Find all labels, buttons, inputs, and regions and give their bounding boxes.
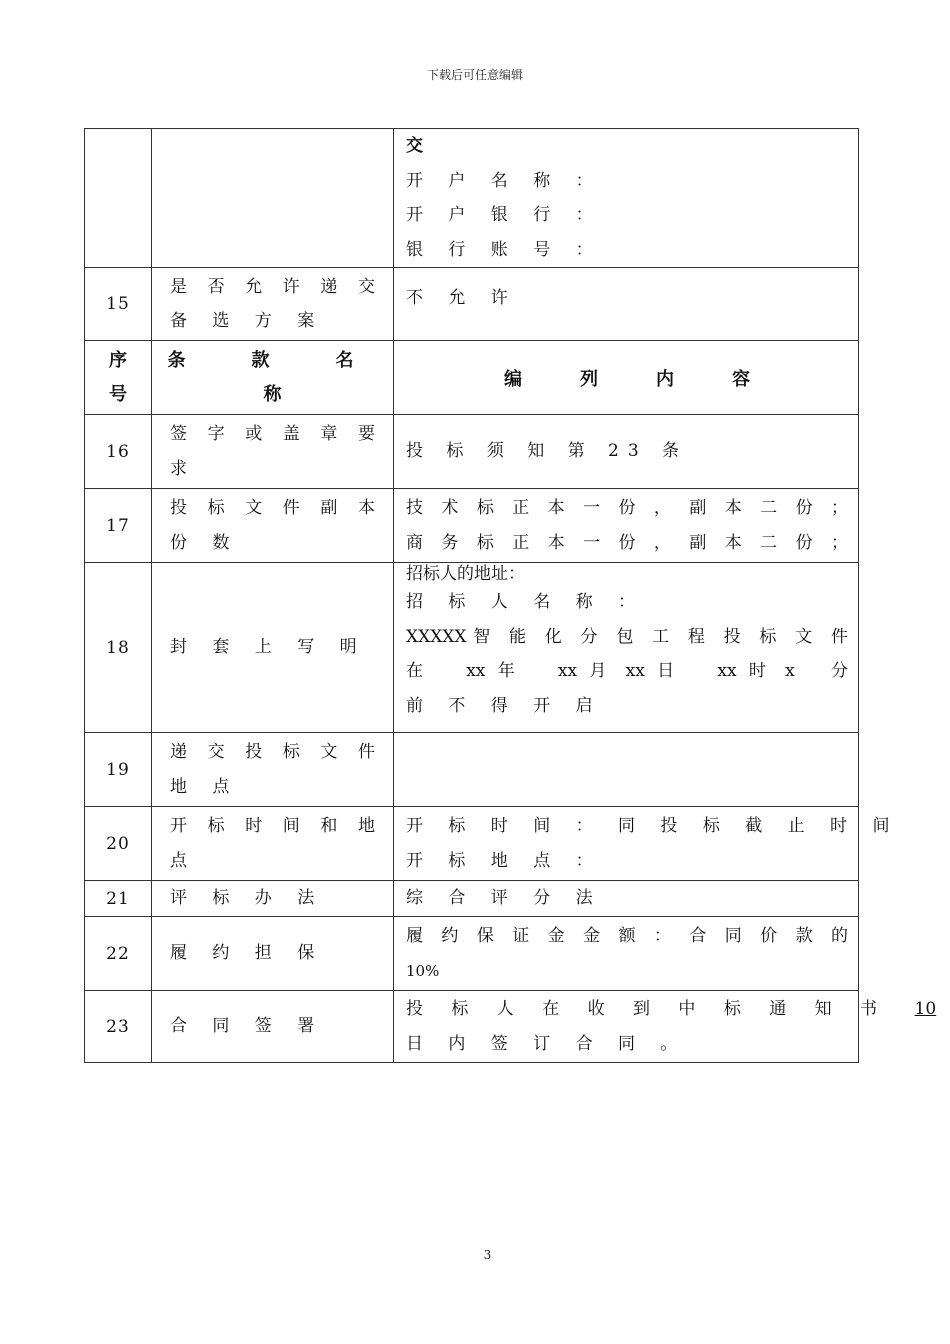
content-cell: 投 标 须 知 第 23 条	[394, 415, 859, 489]
row-number: 23	[85, 991, 152, 1063]
table-row	[85, 268, 859, 341]
clause-header: 条 款 名 称	[152, 341, 394, 415]
table-row	[85, 489, 859, 563]
content-cell: 招标人的地址： 招 标 人 名 称 ： XXXXX智 能 化 分 包 工 程 投 标 文 件 在 xx 年 xx 月 xx 日 xx 时 x 分 前 不 得 开 启	[394, 563, 859, 733]
clause-cell	[152, 129, 394, 268]
column-header-row	[85, 341, 859, 415]
contract-days-blank: 10	[914, 999, 937, 1019]
content-cell: 开 标 时 间 ： 同 投 标 截 止 时 间 开 标 地 点 ：	[394, 807, 859, 881]
content-line: 银 行 账 号 ：	[406, 239, 603, 260]
content-cell: 履 约 保 证 金 金 额 ： 合 同 价 款 的 10%	[394, 917, 859, 991]
table-row	[85, 807, 859, 881]
content-cell: 不 允 许	[394, 268, 859, 341]
content-cell: 综 合 评 分 法	[394, 881, 859, 917]
table-row	[85, 129, 859, 268]
seq-cell	[85, 129, 152, 268]
row-number: 16	[85, 415, 152, 489]
content-cell: 技 术 标 正 本 一 份 ， 副 本 二 份 ； 商 务 标 正 本 一 份 ， 副 本 二 份 ；	[394, 489, 859, 563]
content-line: 开 户 名 称 ：	[406, 170, 603, 191]
clause-name: 签 字 或 盖 章 要 求	[152, 415, 394, 489]
clause-name: 封 套 上 写 明	[152, 563, 394, 733]
content-cell: 投 标 人 在 收 到 中 标 通 知 书 10 日 内 签 订 合 同 。	[394, 991, 859, 1063]
table-row	[85, 733, 859, 807]
content-line: 开 户 银 行 ：	[406, 205, 603, 225]
clause-name: 投 标 文 件 副 本 份 数	[152, 489, 394, 563]
table-row	[85, 881, 859, 917]
row-number: 19	[85, 733, 152, 807]
clause-name: 评 标 办 法	[152, 881, 394, 917]
row-number: 15	[85, 268, 152, 341]
content-cell	[394, 129, 859, 268]
clause-name: 履 约 担 保	[152, 917, 394, 991]
row-number: 18	[85, 563, 152, 733]
clause-name: 递 交 投 标 文 件 地 点	[152, 733, 394, 807]
page-header: 下载后可任意编辑	[426, 68, 523, 82]
table-row	[85, 415, 859, 489]
page-number: 3	[483, 1248, 492, 1262]
row-number: 22	[85, 917, 152, 991]
row-number: 20	[85, 807, 152, 881]
row-number: 17	[85, 489, 152, 563]
clause-name: 合 同 签 署	[152, 991, 394, 1063]
seq-header: 序 号	[85, 341, 152, 415]
table-row	[85, 563, 859, 733]
table-row	[85, 917, 859, 991]
row-number: 21	[85, 881, 152, 917]
table-row	[85, 991, 859, 1063]
content-line: 交	[406, 136, 433, 156]
tender-info-table	[84, 128, 937, 1063]
content-header: 编列内容	[394, 341, 859, 415]
clause-name: 开 标 时 间 和 地 点	[152, 807, 394, 881]
content-cell	[394, 733, 859, 807]
clause-name: 是 否 允 许 递 交 备 选 方 案	[152, 268, 394, 341]
